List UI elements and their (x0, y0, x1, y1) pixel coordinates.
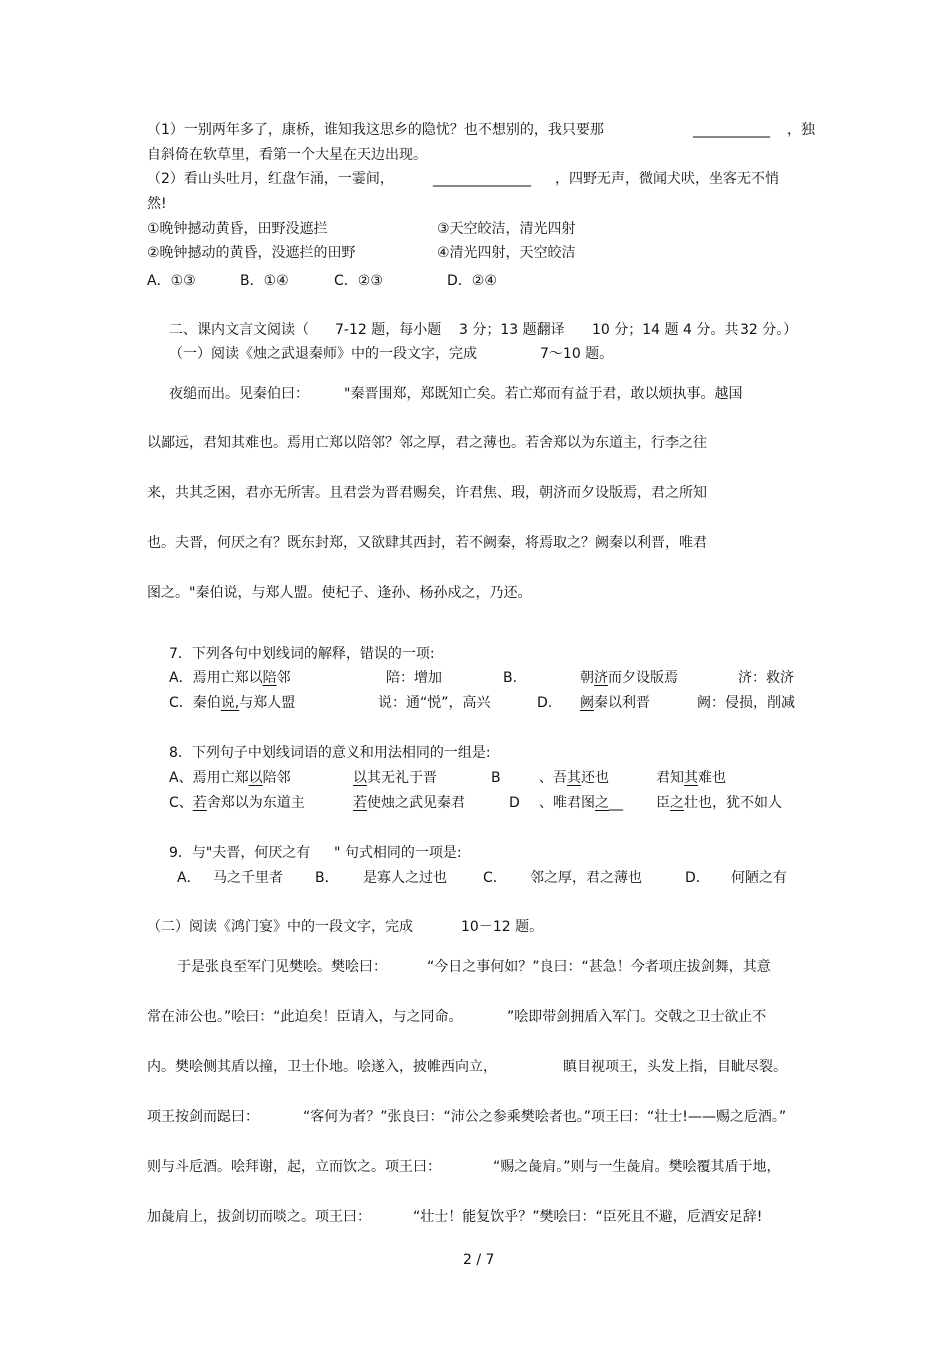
section2-heading-e: 32 分。） (740, 322, 798, 338)
poem-q1-end: ，独 (787, 122, 815, 138)
passage1-line1a: 夜缒而出。见秦伯曰： (169, 386, 309, 402)
option-1: ①晚钟撼动黄昏，田野没遮拦 (147, 221, 328, 237)
q7-option-a: A．焉用亡郑以陪邻 (169, 670, 291, 686)
option-2: ②晚钟撼动的黄昏，没遮拦的田野 (147, 245, 356, 261)
q7-stem: 7．下列各句中划线词的解释，错误的一项: (169, 646, 435, 662)
poem-q2-line2: 然! (147, 196, 167, 212)
passage2-line6b: “壮士！能复饮乎？”樊哙曰：“臣死且不避，卮酒安足辞! (413, 1209, 763, 1225)
passage2-line3a: 内。樊哙侧其盾以撞，卫士仆地。哙遂入，披帷西向立， (147, 1059, 497, 1075)
section2-heading-d: 10 分；14 题 4 分。共 (592, 322, 739, 338)
passage1-line5: 图之。"秦伯说，与郑人盟。使杞子、逢孙、杨孙戍之，乃还。 (147, 585, 532, 601)
q9-stem-b: " 句式相同的一项是: (334, 845, 462, 861)
poem-q1-text: （1）一别两年多了，康桥，谁知我这思乡的隐忧？也不想别的，我只要那 (147, 122, 604, 138)
subsection2-heading: （二）阅读《鸿门宴》中的一段文字，完成 (147, 919, 413, 935)
q9-option-c: 邻之厚，君之薄也 (530, 870, 642, 886)
passage2-line4a: 项王按剑而跽曰： (147, 1109, 259, 1125)
passage2-line3b: 瞋目视项王，头发上指，目眦尽裂。 (563, 1059, 787, 1075)
page-number: 2 / 7 (463, 1252, 495, 1268)
q8-option-a: A、焉用亡郑以陪邻 (169, 770, 291, 786)
q7-option-c: C．秦伯说,与郑人盟 (169, 695, 296, 711)
q9-stem-a: 9．与"夫晋，何厌之有 (169, 845, 311, 861)
q8-option-d2: 臣之壮也，犹不如人 (656, 795, 782, 811)
passage1-line2: 以鄙远，君知其难也。焉用亡郑以陪邻？邻之厚，君之薄也。若舍郑以为东道主，行李之往 (147, 435, 707, 451)
passage2-line2b: ”哙即带剑拥盾入军门。交戟之卫士欲止不 (507, 1009, 767, 1025)
q9-option-d-label: D． (685, 870, 710, 886)
q7-option-a-gloss: 陪：增加 (386, 670, 442, 686)
passage1-line1b: "秦晋围郑，郑既知亡矣。若亡郑而有益于君，敢以烦执事。越国 (344, 386, 743, 402)
q8-option-b-label: B (491, 770, 501, 786)
q9-option-a-label: A． (177, 870, 201, 886)
subsection2-range: 10－12 题。 (461, 919, 544, 935)
q9-option-c-label: C． (483, 870, 507, 886)
passage2-line2a: 常在沛公也。”哙曰：“此迫矣！臣请入，与之同命。 (147, 1009, 463, 1025)
passage1-line3: 来，共其乏困，君亦无所害。且君尝为晋君赐矣，许君焦、瑕，朝济而夕设版焉，君之所知 (147, 485, 707, 501)
q8-option-d-label: D (509, 795, 520, 811)
passage2-line1a: 于是张良至军门见樊哙。樊哙曰： (177, 959, 387, 975)
option-3: ③天空皎洁，清光四射 (437, 221, 576, 237)
q8-option-a2: 以其无礼于晋 (353, 770, 437, 786)
q8-stem: 8．下列句子中划线词语的意义和用法相同的一组是: (169, 745, 491, 761)
q9-option-b-label: B． (315, 870, 339, 886)
option-4: ④清光四射，天空皎洁 (437, 245, 576, 261)
passage2-line5a: 则与斗卮酒。哙拜谢，起，立而饮之。项王曰： (147, 1159, 441, 1175)
q7-option-b-label: B. (503, 670, 518, 686)
passage1-line4: 也。夫晋，何厌之有？既东封郑，又欲肆其西封，若不阙秦，将焉取之？阙秦以利晋，唯君 (147, 535, 707, 551)
section2-heading-c: 3 分；13 题翻译 (459, 322, 565, 338)
passage2-line1b: “今日之事何如？”良曰：“甚急！今者项庄拔剑舞，其意 (427, 959, 771, 975)
poem-q1-blank: ___________ (693, 122, 770, 138)
poem-q2-end: ，四野无声，微闻犬吠，坐客无不悄 (555, 171, 779, 187)
q9-option-d: 何陋之有 (731, 870, 787, 886)
subsection1-range: 7～10 题。 (540, 346, 614, 362)
q8-option-b: 、吾其还也 (539, 770, 609, 786)
q8-option-b2: 君知其难也 (656, 770, 726, 786)
q9-option-a: 马之千里者 (213, 870, 283, 886)
q8-option-c2: 若使烛之武见秦君 (353, 795, 465, 811)
passage2-line6a: 加彘肩上，拔剑切而啖之。项王曰： (147, 1209, 371, 1225)
q7-option-d: 阙秦以利晋 (580, 695, 650, 711)
q7-option-b-gloss: 济：救济 (738, 670, 794, 686)
q8-option-d: 、唯君图之__ (539, 795, 623, 811)
poem-q1-line2: 自斜倚在软草里，看第一个大星在天边出现。 (147, 147, 427, 163)
poem-q1-line1 (147, 120, 604, 140)
q7-option-d-label: D. (537, 695, 553, 711)
q8-option-c: C、若舍郑以为东道主 (169, 795, 305, 811)
q9-option-b: 是寡人之过也 (363, 870, 447, 886)
passage2-line5b: “赐之彘肩。”则与一生彘肩。樊哙覆其盾于地， (493, 1159, 781, 1175)
q7-option-b: 朝济而夕设版焉 (580, 670, 678, 686)
section2-heading-b: 7-12 题，每小题 (335, 322, 442, 338)
poem-q2-line1: （2）看山头吐月，红盘乍涌，一霎间， (147, 171, 394, 187)
choice-a: A．①③ (147, 273, 196, 289)
poem-q2-blank: ______________ (433, 171, 531, 187)
passage2-line4b: “客何为者？”张良曰：“沛公之参乘樊哙者也。”项王曰：“壮士!——赐之卮酒。” (303, 1109, 787, 1125)
section2-heading-a: 二、课内文言文阅读（ (169, 322, 309, 338)
choice-d: D．②④ (447, 273, 497, 289)
choice-c: C．②③ (334, 273, 383, 289)
choice-b: B．①④ (240, 273, 289, 289)
q7-option-d-gloss: 阙：侵损，削减 (697, 695, 795, 711)
subsection1-heading: （一）阅读《烛之武退秦师》中的一段文字，完成 (169, 346, 477, 362)
q7-option-c-gloss: 说：通“悦”，高兴 (378, 695, 491, 711)
